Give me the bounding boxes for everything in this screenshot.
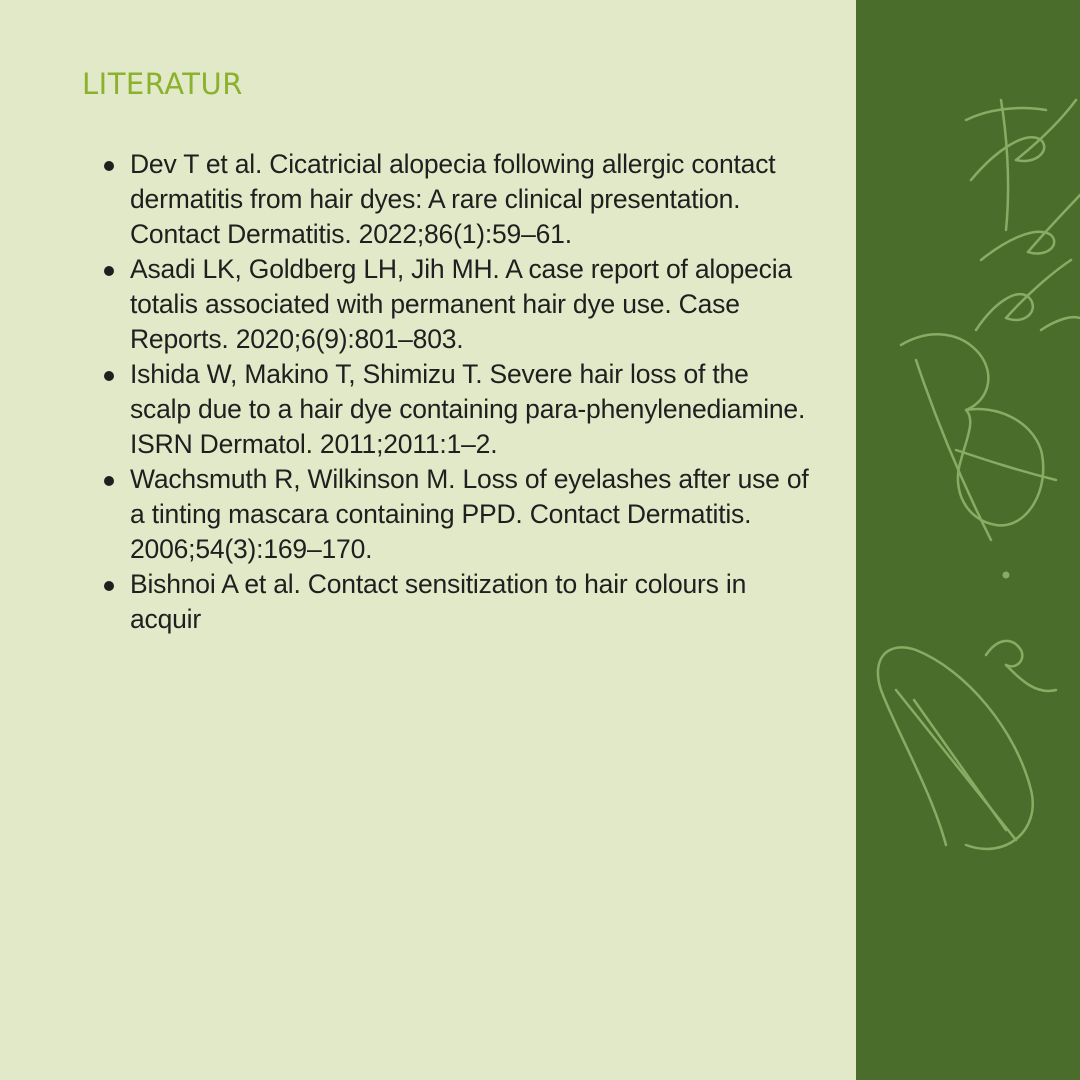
bullet-icon <box>104 266 114 276</box>
signature-sidebar <box>856 0 1080 1080</box>
reference-item <box>0 357 810 462</box>
bullet-icon <box>104 581 114 591</box>
reference-item <box>0 147 810 252</box>
reference-text: Wachsmuth R, Wilkinson M. Loss of eyelashes after use of a tinting mascara containing PPD. Contact Dermatitis. 2006;54(3):169–170. <box>130 464 809 564</box>
page-title: LITERATUR <box>82 67 243 101</box>
signature-logo <box>856 0 1080 1080</box>
reference-text: Bishnoi A et al. Contact sensitization to hair colours in acquir <box>130 569 747 634</box>
bullet-icon <box>104 371 114 381</box>
bullet-icon <box>104 161 114 171</box>
reference-list <box>0 147 856 637</box>
reference-text: Dev T et al. Cicatricial alopecia following allergic contact dermatitis from hair dyes: A rare clinical presentation. Contact Dermatitis. 2022;86(1):59–61. <box>130 149 776 249</box>
reference-item <box>0 252 810 357</box>
reference-text: Asadi LK, Goldberg LH, Jih MH. A case report of alopecia totalis associated with permanent hair dye use. Case Reports. 2020;6(9):801–803. <box>130 254 792 354</box>
reference-text: Ishida W, Makino T, Shimizu T. Severe hair loss of the scalp due to a hair dye containing para-phenylenediamine. ISRN Dermatol. 2011;2011:1–2. <box>130 359 806 459</box>
reference-item <box>0 567 810 637</box>
reference-item <box>0 462 810 567</box>
bullet-icon <box>104 476 114 486</box>
